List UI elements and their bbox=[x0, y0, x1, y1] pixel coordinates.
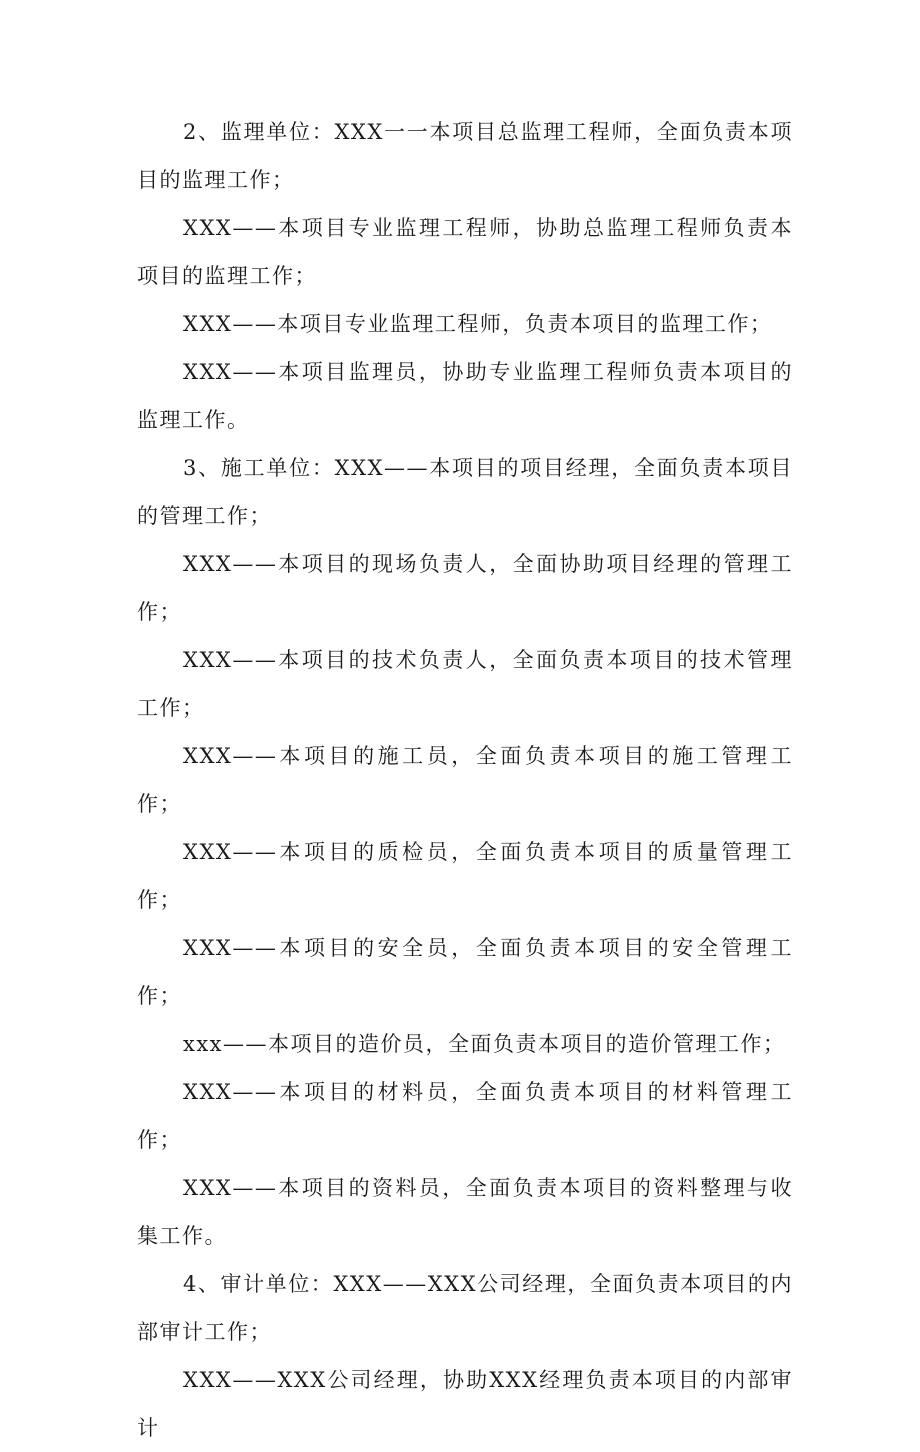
paragraph-audit-assist: XXX——XXX公司经理，协助XXX经理负责本项目的内部审计 bbox=[137, 1368, 793, 1440]
paragraph-safety-officer: XXX——本项目的安全员，全面负责本项目的安全管理工作； bbox=[137, 936, 793, 1008]
paragraph-audit-manager: 4、审计单位：XXX——XXX公司经理，全面负责本项目的内部审计工作； bbox=[137, 1272, 793, 1344]
paragraph-documents-officer: XXX——本项目的资料员，全面负责本项目的资料整理与收集工作。 bbox=[137, 1176, 793, 1248]
paragraph-construction-staff: XXX——本项目的施工员，全面负责本项目的施工管理工作； bbox=[137, 744, 793, 816]
paragraph-cost-estimator: xxx——本项目的造价员，全面负责本项目的造价管理工作； bbox=[183, 1032, 786, 1056]
document-body bbox=[137, 108, 793, 1452]
paragraph-supervision-chief: 2、监理单位：XXX一一本项目总监理工程师，全面负责本项目的监理工作； bbox=[137, 120, 793, 192]
paragraph-site-leader: XXX——本项目的现场负责人，全面协助项目经理的管理工作； bbox=[137, 552, 793, 624]
paragraph-construction-manager: 3、施工单位：XXX——本项目的项目经理，全面负责本项目的管理工作； bbox=[137, 456, 793, 528]
paragraph-quality-inspector: XXX——本项目的质检员，全面负责本项目的质量管理工作； bbox=[137, 840, 793, 912]
paragraph-materials-officer: XXX——本项目的材料员，全面负责本项目的材料管理工作； bbox=[137, 1080, 793, 1152]
paragraph-supervision-engineer-assist: XXX——本项目专业监理工程师，协助总监理工程师负责本项目的监理工作； bbox=[137, 216, 793, 288]
paragraph-technical-leader: XXX——本项目的技术负责人，全面负责本项目的技术管理工作； bbox=[137, 648, 793, 720]
paragraph-supervision-staff: XXX——本项目监理员，协助专业监理工程师负责本项目的监理工作。 bbox=[137, 360, 793, 432]
paragraph-supervision-engineer: XXX——本项目专业监理工程师，负责本项目的监理工作； bbox=[183, 312, 773, 336]
